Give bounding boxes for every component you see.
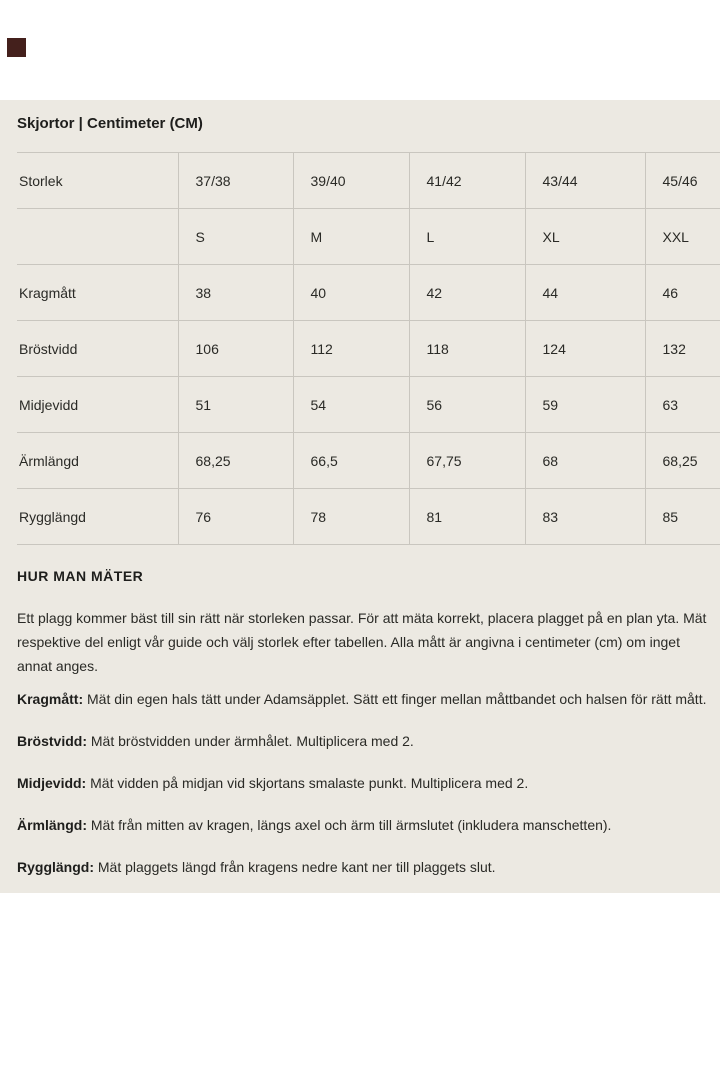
table-cell: 118	[409, 321, 525, 377]
table-cell: 42	[409, 265, 525, 321]
table-row-kragmatt	[17, 265, 720, 321]
table-cell: 40	[293, 265, 409, 321]
table-cell: 43/44	[525, 153, 645, 209]
table-cell: 56	[409, 377, 525, 433]
table-cell: 78	[293, 489, 409, 545]
table-cell: S	[178, 209, 293, 265]
table-row-sizes	[17, 209, 720, 265]
table-row-armlangd	[17, 433, 720, 489]
table-cell: 54	[293, 377, 409, 433]
measurement-definition-armlangd	[17, 817, 611, 833]
table-cell: Midjevidd	[17, 377, 178, 433]
table-row-brostvidd	[17, 321, 720, 377]
table-row-storlek	[17, 153, 720, 209]
table-cell: 46	[645, 265, 720, 321]
intro-paragraph-line: respektive del enligt vår guide och välj storlek efter tabellen. Alla mått är angivna i centimeter (cm) om inget	[17, 634, 680, 650]
table-cell: 68	[525, 433, 645, 489]
table-cell: 38	[178, 265, 293, 321]
definition-text: Mät plaggets längd från kragens nedre kant ner till plaggets slut.	[94, 859, 496, 875]
table-cell: 63	[645, 377, 720, 433]
table-cell: 112	[293, 321, 409, 377]
table-cell: 39/40	[293, 153, 409, 209]
definition-text: Mät bröstvidden under ärmhålet. Multiplicera med 2.	[87, 733, 414, 749]
table-cell: 51	[178, 377, 293, 433]
table-cell: 45/46	[645, 153, 720, 209]
table-cell: 68,25	[645, 433, 720, 489]
table-cell: Ärmlängd	[17, 433, 178, 489]
table-cell: Bröstvidd	[17, 321, 178, 377]
table-cell: XXL	[645, 209, 720, 265]
table-cell: 44	[525, 265, 645, 321]
table-cell: 124	[525, 321, 645, 377]
table-cell: 59	[525, 377, 645, 433]
table-cell: 66,5	[293, 433, 409, 489]
definition-term: Ärmlängd:	[17, 817, 87, 833]
how-to-measure-heading: HUR MAN MÄTER	[17, 568, 144, 584]
measurement-definition-kragmatt	[17, 691, 706, 707]
table-cell: 67,75	[409, 433, 525, 489]
table-cell: 68,25	[178, 433, 293, 489]
measurement-definition-brostvidd	[17, 733, 414, 749]
table-cell: 85	[645, 489, 720, 545]
table-cell	[17, 209, 178, 265]
measurement-definition-rygglangd	[17, 859, 496, 875]
table-cell: Storlek	[17, 153, 178, 209]
measurement-definition-midjevidd	[17, 775, 528, 791]
table-cell: L	[409, 209, 525, 265]
table-cell: 81	[409, 489, 525, 545]
table-cell: 83	[525, 489, 645, 545]
size-guide-title: Skjortor | Centimeter (CM)	[17, 115, 203, 132]
size-guide-section	[0, 100, 720, 893]
table-cell: 132	[645, 321, 720, 377]
size-chart-table	[17, 152, 720, 545]
table-cell: 37/38	[178, 153, 293, 209]
table-row-rygglangd	[17, 489, 720, 545]
definition-term: Rygglängd:	[17, 859, 94, 875]
table-cell: Kragmått	[17, 265, 178, 321]
intro-paragraph-line: Ett plagg kommer bäst till sin rätt när storleken passar. För att mäta korrekt, placera plagget på en plan yta. Mät	[17, 610, 707, 626]
definition-text: Mät din egen hals tätt under Adamsäpplet. Sätt ett finger mellan måttbandet och halsen för rätt mått.	[83, 691, 707, 707]
intro-paragraph	[17, 606, 706, 678]
color-swatch[interactable]	[7, 38, 26, 57]
table-cell: 76	[178, 489, 293, 545]
intro-paragraph-line: annat anges.	[17, 658, 98, 674]
table-cell: Rygglängd	[17, 489, 178, 545]
definition-text: Mät vidden på midjan vid skjortans smalaste punkt. Multiplicera med 2.	[86, 775, 529, 791]
definition-term: Kragmått:	[17, 691, 84, 707]
definition-text: Mät från mitten av kragen, längs axel och ärm till ärmslutet (inkludera manschetten).	[87, 817, 612, 833]
table-cell: XL	[525, 209, 645, 265]
table-cell: 106	[178, 321, 293, 377]
definition-term: Bröstvidd:	[17, 733, 87, 749]
table-cell: 41/42	[409, 153, 525, 209]
definition-term: Midjevidd:	[17, 775, 87, 791]
table-cell: M	[293, 209, 409, 265]
table-row-midjevidd	[17, 377, 720, 433]
